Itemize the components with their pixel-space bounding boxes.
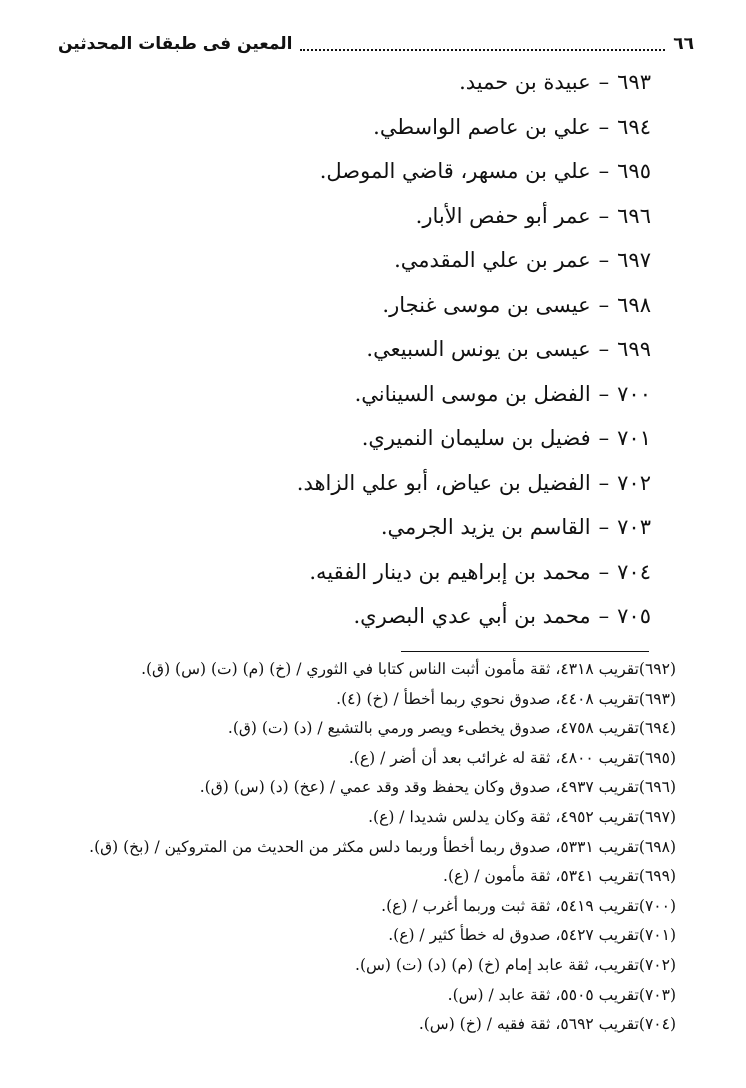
entry-text: محمد بن إبراهيم بن دينار الفقيه. bbox=[309, 559, 591, 584]
footnote: (٦٩٢)تقريب ٤٣١٨، ثقة مأمون أثبت الناس كتابا في الثوري / (خ) (م) (ت) (س) (ق). bbox=[141, 660, 676, 678]
entry-number: ٧٠٥ bbox=[617, 604, 651, 628]
narrator-entry: ٦٩٩–عيسى بن يونس السبيعي. bbox=[366, 337, 651, 361]
narrator-entry: ٧٠١–فضيل بن سليمان النميري. bbox=[361, 426, 651, 450]
entry-number: ٦٩٣ bbox=[617, 70, 651, 94]
entry-number: ٦٩٥ bbox=[617, 159, 651, 183]
footnote: (٦٩٦)تقريب ٤٩٣٧، صدوق وكان يحفظ وقد وقد عمي / (عخ) (د) (س) (ق). bbox=[199, 778, 676, 797]
entry-text: الفضيل بن عياض، أبو علي الزاهد. bbox=[296, 470, 591, 495]
narrator-entry: ٦٩٤–علي بن عاصم الواسطي. bbox=[373, 114, 651, 139]
footnote: (٦٩٥)تقريب ٤٨٠٠، ثقة له غرائب بعد أن أضر / (ع). bbox=[348, 748, 676, 767]
entry-number: ٧٠٠ bbox=[617, 381, 651, 406]
narrator-entry: ٦٩٣–عبيدة بن حميد. bbox=[459, 70, 651, 94]
entry-text: عمر أبو حفص الأبار. bbox=[415, 203, 591, 228]
footnote: (٧٠٣)تقريب ٥٥٠٥، ثقة عابد / (س). bbox=[447, 985, 676, 1004]
footnote-separator bbox=[401, 651, 649, 652]
narrator-entry: ٦٩٧–عمر بن علي المقدمي. bbox=[394, 248, 651, 272]
narrator-entry: ٦٩٦–عمر أبو حفص الأبار. bbox=[415, 203, 651, 228]
entry-text: عبيدة بن حميد. bbox=[459, 70, 591, 94]
narrator-entry: ٧٠٢–الفضيل بن عياض، أبو علي الزاهد. bbox=[296, 470, 651, 495]
entry-text: الفضل بن موسى السيناني. bbox=[354, 381, 591, 406]
entry-number: ٧٠٢ bbox=[617, 470, 651, 495]
entry-text: فضيل بن سليمان النميري. bbox=[361, 426, 591, 450]
entry-number: ٦٩٧ bbox=[617, 248, 651, 272]
entry-text: محمد بن أبي عدي البصري. bbox=[353, 604, 591, 628]
book-title: المعين فى طبقات المحدثين bbox=[58, 34, 293, 54]
entry-text: عمر بن علي المقدمي. bbox=[394, 248, 591, 272]
entry-number: ٦٩٤ bbox=[617, 114, 651, 139]
footnote: (٧٠١)تقريب ٥٤٢٧، صدوق له خطأ كثير / (ع). bbox=[388, 926, 676, 945]
footnote: (٦٩٨)تقريب ٥٣٣١، صدوق ربما أخطأ وربما دلس مكثر من الحديث من المتروكين / (بخ) (ق). bbox=[89, 837, 676, 856]
narrator-entry: ٦٩٥–علي بن مسهر، قاضي الموصل. bbox=[319, 159, 651, 183]
footnote: (٦٩٤)تقريب ٤٧٥٨، صدوق يخطىء ويصر ورمي بالتشيع / (د) (ت) (ق). bbox=[227, 719, 676, 738]
footnote: (٦٩٧)تقريب ٤٩٥٢، ثقة وكان يدلس شديدا / (ع). bbox=[368, 807, 676, 826]
entry-text: عيسى بن موسى غنجار. bbox=[382, 292, 591, 317]
entry-text: علي بن مسهر، قاضي الموصل. bbox=[319, 159, 591, 183]
page-number: ٦٦ bbox=[673, 34, 694, 54]
entry-number: ٦٩٨ bbox=[617, 292, 651, 317]
footnote: (٧٠٠)تقريب ٥٤١٩، ثقة ثبت وربما أغرب / (ع). bbox=[381, 896, 676, 915]
entry-number: ٦٩٩ bbox=[617, 337, 651, 361]
footnotes bbox=[36, 655, 676, 1040]
entry-text: علي بن عاصم الواسطي. bbox=[373, 114, 591, 139]
footnote: (٧٠٤)تقريب ٥٦٩٢، ثقة فقيه / (خ) (س). bbox=[418, 1015, 676, 1034]
entry-number: ٧٠٣ bbox=[617, 515, 651, 539]
narrator-entry: ٧٠٤–محمد بن إبراهيم بن دينار الفقيه. bbox=[309, 559, 651, 584]
running-header bbox=[58, 30, 694, 58]
narrator-entry: ٦٩٨–عيسى بن موسى غنجار. bbox=[382, 292, 651, 317]
narrator-entry: ٧٠٠–الفضل بن موسى السيناني. bbox=[354, 381, 651, 406]
entry-text: القاسم بن يزيد الجرمي. bbox=[380, 515, 591, 539]
entry-number: ٦٩٦ bbox=[617, 203, 651, 228]
footnote: (٧٠٢)تقريب، ثقة عابد إمام (خ) (م) (د) (ت) (س). bbox=[355, 955, 676, 974]
footnote: (٦٩٩)تقريب ٥٣٤١، ثقة مأمون / (ع). bbox=[443, 867, 676, 886]
entry-text: عيسى بن يونس السبيعي. bbox=[366, 337, 591, 361]
entry-number: ٧٠٤ bbox=[617, 559, 651, 584]
narrator-list bbox=[91, 60, 651, 639]
narrator-entry: ٧٠٥–محمد بن أبي عدي البصري. bbox=[353, 604, 651, 628]
entry-number: ٧٠١ bbox=[617, 426, 651, 450]
footnote: (٦٩٣)تقريب ٤٤٠٨، صدوق نحوي ربما أخطأ / (خ) (٤). bbox=[336, 689, 676, 708]
narrator-entry: ٧٠٣–القاسم بن يزيد الجرمي. bbox=[380, 515, 651, 539]
header-dot-leader bbox=[300, 37, 665, 51]
